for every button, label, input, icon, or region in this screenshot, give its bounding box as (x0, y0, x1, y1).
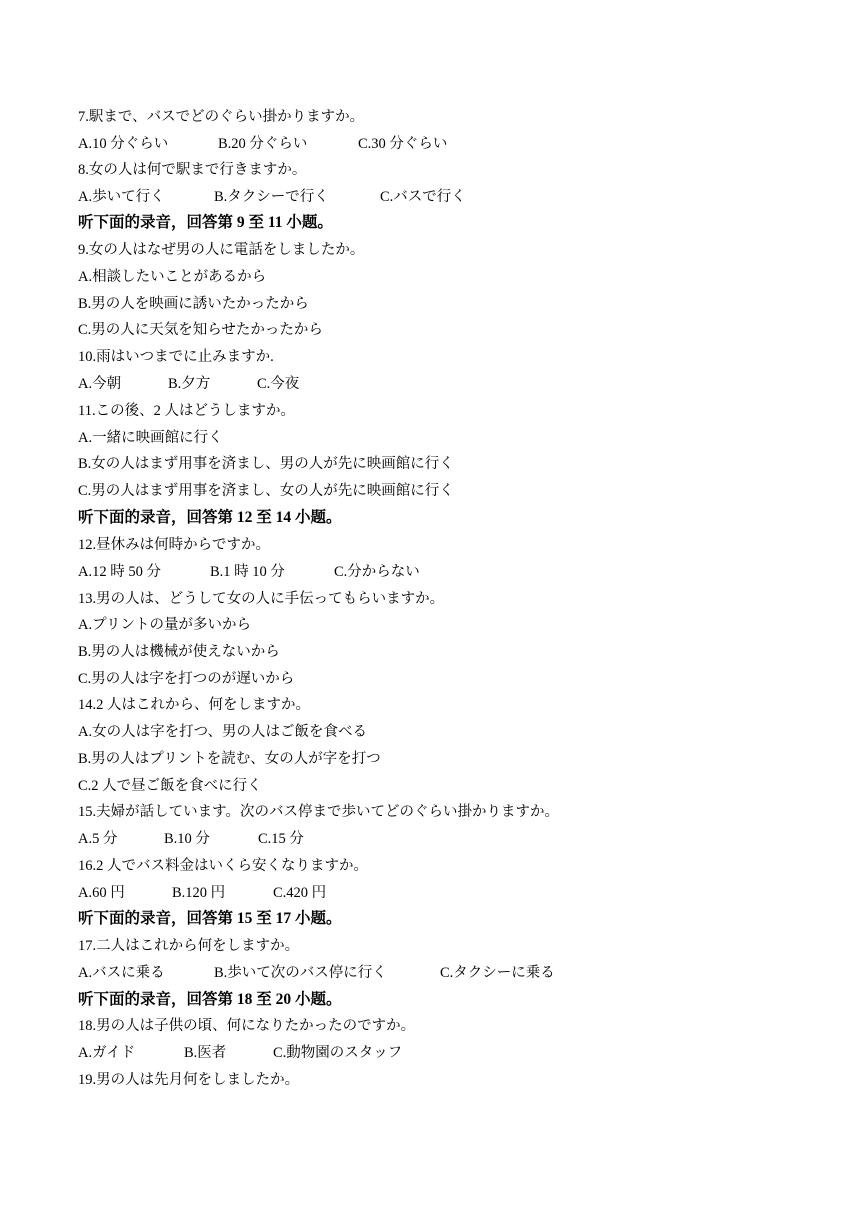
option-a: A.一緒に映画館に行く (78, 430, 223, 446)
option-b: B.男の人を映画に誘いたかったから (78, 296, 309, 312)
option-c: C.分からない (334, 564, 420, 580)
option-c: C.バスで行く (380, 189, 466, 205)
options-12 (78, 562, 420, 582)
question-7: 7.駅まで、バスでどのぐらい掛かりますか。 (78, 109, 365, 125)
options-15 (78, 829, 304, 849)
option-b: B.医者 (184, 1045, 227, 1061)
option-a: A.歩いて行く (78, 189, 165, 205)
option-a: A.60 円 (78, 885, 125, 901)
option-c: C.男の人はまず用事を済まし、女の人が先に映画館に行く (78, 483, 454, 499)
option-b: B.20 分ぐらい (218, 136, 308, 152)
option-c: C.男の人に天気を知らせたかったから (78, 322, 323, 338)
options-16 (78, 883, 326, 903)
section-heading-12-14: 听下面的录音，回答第 12 至 14 小题。 (78, 509, 342, 526)
question-10: 10.雨はいつまでに止みますか. (78, 349, 274, 365)
option-c: C.タクシーに乗る (440, 965, 555, 981)
option-b: B.女の人はまず用事を済まし、男の人が先に映画館に行く (78, 456, 454, 472)
option-a: A.5 分 (78, 831, 118, 847)
option-b: B.1 時 10 分 (210, 564, 285, 580)
option-b: B.男の人はプリントを読む、女の人が字を打つ (78, 751, 381, 767)
question-9: 9.女の人はなぜ男の人に電話をしましたか。 (78, 242, 365, 258)
question-12: 12.昼休みは何時からですか。 (78, 537, 270, 553)
option-c: C.今夜 (257, 376, 300, 392)
option-b: B.120 円 (172, 885, 226, 901)
section-heading-9-11: 听下面的录音，回答第 9 至 11 小题。 (78, 214, 333, 231)
option-a: A.プリントの量が多いから (78, 617, 252, 633)
options-8 (78, 187, 466, 207)
question-18: 18.男の人は子供の頃、何になりたかったのですか。 (78, 1018, 416, 1034)
options-18 (78, 1043, 402, 1063)
option-a: A.ガイド (78, 1045, 136, 1061)
question-8: 8.女の人は何で駅まで行きますか。 (78, 162, 307, 178)
option-c: C.15 分 (258, 831, 304, 847)
option-b: B.男の人は機械が使えないから (78, 644, 280, 660)
question-19: 19.男の人は先月何をしましたか。 (78, 1072, 300, 1088)
section-heading-18-20: 听下面的录音，回答第 18 至 20 小题。 (78, 991, 342, 1008)
question-11: 11.この後、2 人はどうしますか。 (78, 403, 295, 419)
option-b: B.10 分 (164, 831, 210, 847)
option-a: A.相談したいことがあるから (78, 269, 267, 285)
question-16: 16.2 人でバス料金はいくら安くなりますか。 (78, 858, 368, 874)
question-15: 15.夫婦が話しています。次のバス停まで歩いてどのぐらい掛かりますか。 (78, 804, 559, 820)
option-b: B.タクシーで行く (214, 189, 329, 205)
option-c: C.30 分ぐらい (358, 136, 448, 152)
section-heading-15-17: 听下面的录音，回答第 15 至 17 小题。 (78, 910, 342, 927)
option-a: A.女の人は字を打つ、男の人はご飯を食べる (78, 724, 368, 740)
options-10 (78, 374, 299, 394)
option-a: A.バスに乗る (78, 965, 165, 981)
option-a: A.12 時 50 分 (78, 564, 161, 580)
option-a: A.10 分ぐらい (78, 136, 169, 152)
option-c: C.2 人で昼ご飯を食べに行く (78, 778, 262, 794)
option-c: C.男の人は字を打つのが遅いから (78, 671, 295, 687)
option-c: C.動物園のスタッフ (273, 1045, 403, 1061)
option-b: B.歩いて次のバス停に行く (214, 965, 387, 981)
question-13: 13.男の人は、どうして女の人に手伝ってもらいますか。 (78, 591, 445, 607)
question-17: 17.二人はこれから何をしますか。 (78, 938, 300, 954)
question-14: 14.2 人はこれから、何をしますか。 (78, 697, 310, 713)
option-c: C.420 円 (273, 885, 327, 901)
option-b: B.夕方 (168, 376, 211, 392)
options-7 (78, 134, 447, 154)
option-a: A.今朝 (78, 376, 122, 392)
options-17 (78, 963, 555, 983)
